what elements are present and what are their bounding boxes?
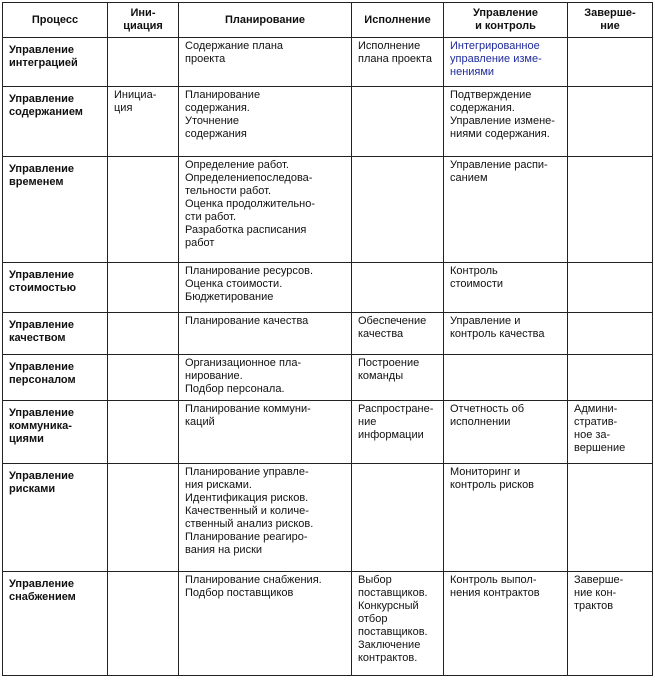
table-row	[3, 87, 653, 157]
cell-closing	[568, 355, 653, 401]
cell-execution	[352, 157, 444, 263]
cell-execution	[352, 263, 444, 313]
cell-control	[444, 355, 568, 401]
cell-initiation	[108, 464, 179, 572]
cell-control: Контроль выпол- нения контрактов	[444, 572, 568, 676]
cell-execution: Выбор поставщиков. Конкурсный отбор поставщиков. Заключение контрактов.	[352, 572, 444, 676]
cell-process: Управление интеграцией	[3, 38, 108, 87]
cell-execution	[352, 87, 444, 157]
cell-closing	[568, 157, 653, 263]
header-initiation: Ини- циация	[108, 3, 179, 38]
table-header	[3, 3, 653, 38]
cell-execution: Исполнение плана проекта	[352, 38, 444, 87]
cell-process: Управление коммуника- циями	[3, 401, 108, 464]
cell-planning: Планирование содержания. Уточнение содержания	[179, 87, 352, 157]
cell-control: Подтверждение содержания. Управление измене- ниями содержания.	[444, 87, 568, 157]
header-control: Управление и контроль	[444, 3, 568, 38]
cell-planning: Планирование ресурсов. Оценка стоимости. Бюджетирование	[179, 263, 352, 313]
cell-control: Мониторинг и контроль рисков	[444, 464, 568, 572]
cell-closing	[568, 464, 653, 572]
cell-closing	[568, 38, 653, 87]
process-matrix-table	[2, 2, 653, 676]
table-body	[3, 38, 653, 676]
cell-planning: Планирование качества	[179, 313, 352, 355]
cell-initiation	[108, 157, 179, 263]
table-row	[3, 401, 653, 464]
cell-process: Управление рисками	[3, 464, 108, 572]
cell-initiation	[108, 38, 179, 87]
table-row	[3, 38, 653, 87]
cell-initiation	[108, 313, 179, 355]
table-row	[3, 263, 653, 313]
cell-process: Управление персоналом	[3, 355, 108, 401]
cell-planning: Планирование управле- ния рисками. Идентификация рисков. Качественный и количе- ственный анализ рисков. Планирование реагиро- вания на риски	[179, 464, 352, 572]
cell-initiation	[108, 355, 179, 401]
cell-control: Управление распи- санием	[444, 157, 568, 263]
cell-planning: Содержание плана проекта	[179, 38, 352, 87]
cell-execution: Построение команды	[352, 355, 444, 401]
header-execution: Исполнение	[352, 3, 444, 38]
header-closing: Заверше- ние	[568, 3, 653, 38]
cell-closing	[568, 263, 653, 313]
cell-initiation	[108, 572, 179, 676]
cell-execution: Распростране- ние информации	[352, 401, 444, 464]
cell-planning: Организационное пла- нирование. Подбор персонала.	[179, 355, 352, 401]
cell-execution: Обеспечение качества	[352, 313, 444, 355]
cell-closing: Админи- стратив- ное за- вершение	[568, 401, 653, 464]
table-row	[3, 313, 653, 355]
cell-closing	[568, 87, 653, 157]
table-row	[3, 355, 653, 401]
cell-process: Управление снабжением	[3, 572, 108, 676]
cell-process: Управление качеством	[3, 313, 108, 355]
cell-initiation	[108, 401, 179, 464]
cell-control: Интегрированное управление изме- нениями	[444, 38, 568, 87]
cell-process: Управление временем	[3, 157, 108, 263]
cell-execution	[352, 464, 444, 572]
cell-initiation	[108, 263, 179, 313]
cell-planning: Планирование коммуни- каций	[179, 401, 352, 464]
cell-process: Управление содержанием	[3, 87, 108, 157]
cell-planning: Определение работ. Определениепоследова- тельности работ. Оценка продолжительно- сти работ. Разработка расписания работ	[179, 157, 352, 263]
cell-closing: Заверше- ние кон- трактов	[568, 572, 653, 676]
header-planning: Планирование	[179, 3, 352, 38]
header-row	[3, 3, 653, 38]
header-process: Процесс	[3, 3, 108, 38]
cell-initiation: Инициа- ция	[108, 87, 179, 157]
table-row	[3, 157, 653, 263]
cell-control: Управление и контроль качества	[444, 313, 568, 355]
cell-control: Отчетность об исполнении	[444, 401, 568, 464]
cell-planning: Планирование снабжения. Подбор поставщиков	[179, 572, 352, 676]
table-row	[3, 572, 653, 676]
cell-control: Контроль стоимости	[444, 263, 568, 313]
table-row	[3, 464, 653, 572]
cell-process: Управление стоимостью	[3, 263, 108, 313]
cell-closing	[568, 313, 653, 355]
